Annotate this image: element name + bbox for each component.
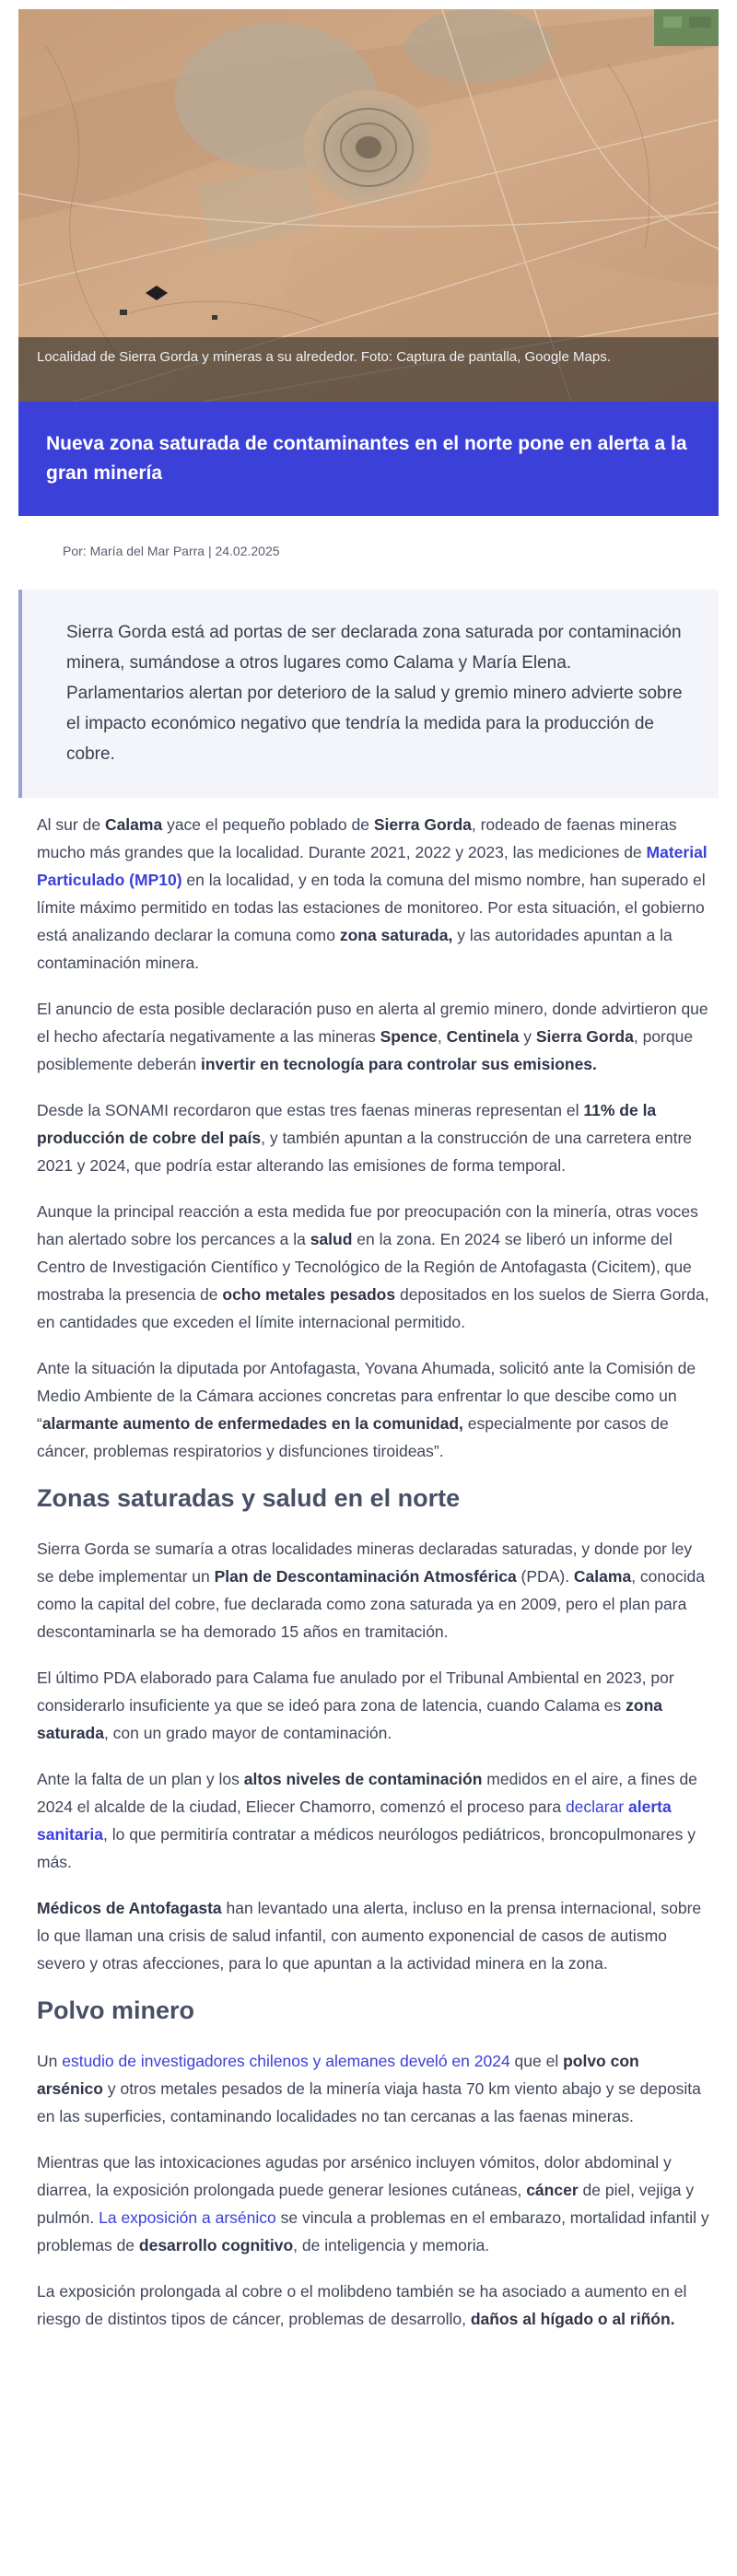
article-title: Nueva zona saturada de contaminantes en el norte pone en alerta a la gran minería [46,433,687,484]
hero-image [18,9,719,402]
paragraph-4: Aunque la principal reacción a esta medida fue por preocupación con la minería, otras voces han alertado sobre los percances a la salud en la zona. En 2024 se liberó un informe del Centro de Investigación Científico y Tecnológico de la Región de Antofagasta (Cicitem), que mostraba la presencia de ocho metales pesados depositados en los suelos de Sierra Gorda, en cantidades que exceden el límite internacional permitido. [37,1202,709,1331]
article-byline: Por: María del Mar Parra | 24.02.2025 [63,544,280,558]
link-estudio-investigadores[interactable]: estudio de investigadores chilenos y alemanes develó en 2024 [62,2052,510,2070]
paragraph-9: Médicos de Antofagasta han levantado una alerta, incluso en la prensa internacional, sobre lo que llaman una crisis de salud infantil, con aumento exponencial de casos de autismo severo y otras afecciones, para lo que apuntan a la actividad minera en la zona. [37,1899,702,1973]
paragraph-10: Un estudio de investigadores chilenos y alemanes develó en 2024 que el polvo con arsénico y otros metales pesados de la minería viaja hasta 70 km viento abajo y se deposita en las superficies, contaminando localidades no tan cercanas a las faenas mineras. [37,2052,701,2125]
paragraph-3: Desde la SONAMI recordaron que estas tres faenas mineras representan el 11% de la producción de cobre del país, y también apuntan a la construcción de una carretera entre 2021 y 2024, que podría estar alterando las emisiones de forma temporal. [37,1101,693,1175]
link-exposicion-arsenico[interactable]: La exposición a arsénico [99,2208,276,2227]
paragraph-11: Mientras que las intoxicaciones agudas por arsénico incluyen vómitos, dolor abdominal y diarrea, la exposición prolongada puede generar lesiones cutáneas, cáncer de piel, vejiga y pulmón. La exposición a arsénico se vincula a problemas en el embarazo, mortalidad infantil y problemas de desarrollo cognitivo, de inteligencia y memoria. [37,2153,709,2254]
section-heading-polvo-minero: Polvo minero [37,1996,195,2024]
paragraph-6: Sierra Gorda se sumaría a otras localidades mineras declaradas saturadas, y donde por ley se debe implementar un Plan de Descontaminación Atmosférica (PDA). Calama, conocida como la capital del cobre, fue declarada como zona saturada ya en 2009, pero el plan para descontaminarla se ha demorado 15 años en tramitación. [37,1540,705,1641]
paragraph-1: Al sur de Calama yace el pequeño poblado de Sierra Gorda, rodeado de faenas mineras mucho más grandes que la localidad. Durante 2021, 2022 y 2023, las mediciones de Material Particulado (MP10) en la localidad, y en toda la comuna del mismo nombre, han superado el límite máximo permitido en todas las estaciones de monitoreo. Por esta situación, el gobierno está analizando declarar la comuna como zona saturada, y las autoridades apuntan a la contaminación minera. [37,815,708,972]
paragraph-2: El anuncio de esta posible declaración puso en alerta al gremio minero, donde advirtieron que el hecho afectaría negativamente a las mineras Spence, Centinela y Sierra Gorda, porque posiblemente deberán invertir en tecnología para controlar sus emisiones. [37,1000,708,1073]
section-heading-zonas-saturadas: Zonas saturadas y salud en el norte [37,1484,461,1512]
lead-summary-box [18,590,719,798]
link-material-particulado[interactable]: Material Particulado (MP10) [37,843,708,889]
paragraph-12: La exposición prolongada al cobre o el molibdeno también se ha asociado a aumento en el riesgo de distintos tipos de cáncer, problemas de desarrollo, daños al hígado o al riñón. [37,2282,687,2328]
article-body [37,811,709,2351]
lead-paragraph: Sierra Gorda está ad portas de ser declarada zona saturada por contaminación minera, sumándose a otros lugares como Calama y María Elena. Parlamentarios alertan por deterioro de la salud y gremio minero advierte sobre el impacto económico negativo que tendría la medida para la producción de cobre. [66,623,683,764]
paragraph-8: Ante la falta de un plan y los altos niveles de contaminación medidos en el aire, a fines de 2024 el alcalde de la ciudad, Eliecer Chamorro, comenzó el proceso para declarar alerta sanitaria, lo que permitiría contratar a médicos neurólogos pediátricos, broncopulmonares y más. [37,1770,697,1871]
paragraph-7: El último PDA elaborado para Calama fue anulado por el Tribunal Ambiental en 2023, por considerarlo insuficiente ya que se ideó para zona de latencia, cuando Calama es zona saturada, con un grado mayor de contaminación. [37,1669,674,1742]
link-declarar-alerta-sanitaria[interactable]: declarar alerta sanitaria [37,1797,672,1844]
image-caption: Localidad de Sierra Gorda y mineras a su alrededor. Foto: Captura de pantalla, Google Maps. [18,337,719,402]
title-band [18,402,719,516]
paragraph-5: Ante la situación la diputada por Antofagasta, Yovana Ahumada, solicitó ante la Comisión de Medio Ambiente de la Cámara acciones concretas para enfrentar lo que descibe como un “alarmante aumento de enfermedades en la comunidad, especialmente por casos de cáncer, problemas respiratorios y disfunciones tiroideas”. [37,1359,696,1460]
